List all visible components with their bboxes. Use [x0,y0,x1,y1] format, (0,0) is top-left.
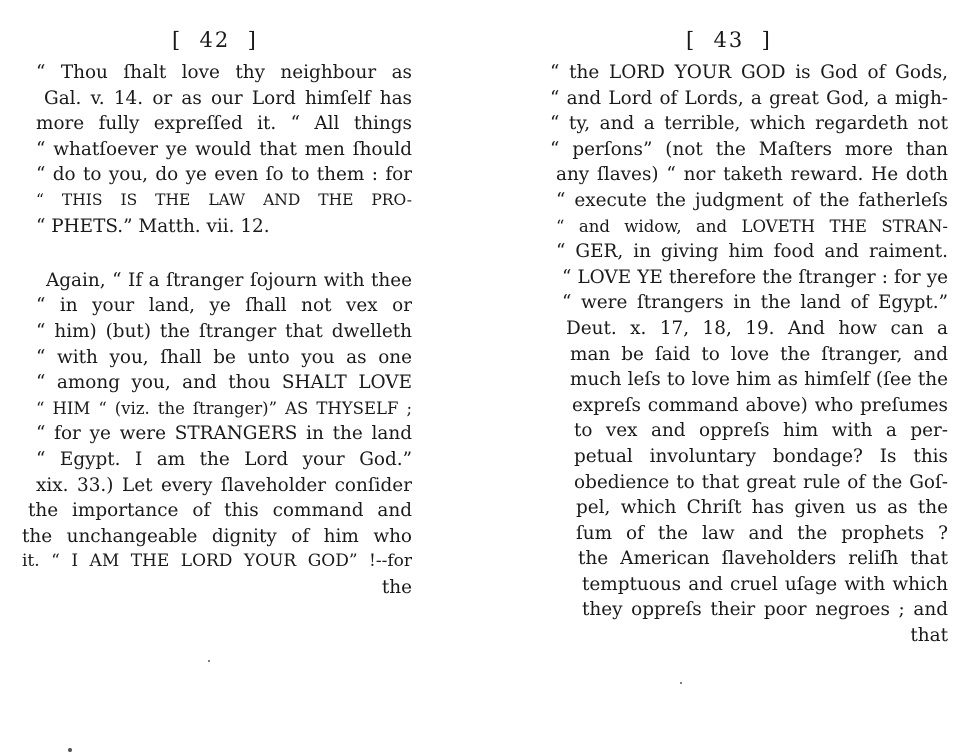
text-line: petual involuntary bondage? Is this [574,445,948,467]
text-line: the importance of this command and [28,500,412,522]
scan-speck [680,682,682,684]
text-line: they oppreſs their poor negroes ; and [582,599,948,621]
text-line: to vex and oppreſs him with a per- [574,420,948,442]
text-line: the American ſlaveholders reliſh that [578,548,948,570]
text-line: Gal. v. 14. or as our Lord himſelf has [44,87,412,109]
text-line: any ſlaves) “ nor taketh reward. He doth [556,164,948,186]
text-line: “ whatſoever ye would that men ſhould [36,138,412,160]
text-line: “ Egypt. I am the Lord your God.” [36,448,412,470]
text-line: “ Thou ſhalt love thy neighbour as [36,62,412,83]
text-line: temptuous and cruel uſage with which [582,573,948,595]
left-page-text [14,60,412,600]
text-line: “ the LORD YOUR GOD is God of Gods, [550,62,948,83]
page-number-right: [ 43 ] [686,28,772,52]
text-line: “ HIM “ (viz. the ſtranger)” AS THYSELF ; [36,398,412,418]
text-line: “ among you, and thou SHALT LOVE [36,372,412,394]
text-line: the unchangeable dignity of him who [22,525,412,547]
catchword-right: that [910,625,948,647]
text-line: obedience to that great rule of the Goſ- [574,471,948,493]
text-line: “ in your land, ye ſhall not vex or [36,295,412,317]
catchword-left: the [381,576,412,598]
text-line: “ GER, in giving him food and raiment. [556,241,948,263]
text-line: “ perſons” (not the Maſters more than [550,138,948,160]
left-page [14,0,454,752]
text-line: Again, “ If a ſtranger ſojourn with thee [46,269,412,291]
text-line: “ LOVE YE therefore the ſtranger : for ye [562,266,948,288]
scan-speck [208,660,210,662]
scan-speck [68,748,72,752]
text-line: much leſs to love him as himſelf (ſee the [570,369,948,391]
text-line: ſum of the law and the prophets ? [576,522,948,544]
text-line: “ for ye were STRANGERS in the land [36,423,412,445]
text-line: Deut. x. 17, 18, 19. And how can a [566,317,948,339]
text-line: expreſs command above) who preſumes [572,394,948,416]
text-line: more fully expreſſed it. “ All things [36,113,412,135]
text-line: “ THIS IS THE LAW AND THE PRO- [36,190,412,209]
right-page-text [536,60,948,649]
paragraph-gap [14,239,412,265]
text-line: “ were ſtrangers in the land of Egypt.” [562,292,948,314]
text-line: pel, which Chriſt has given us as the [576,497,948,519]
text-line: xix. 33.) Let every ſlaveholder conſider [36,474,412,496]
text-line: “ with you, ſhall be unto you as one [36,346,412,368]
text-line: “ him) (but) the ſtranger that dwelleth [36,320,412,342]
page-number-left: [ 42 ] [172,28,258,52]
text-line: “ do to you, do ye even ſo to them : for [36,164,412,186]
text-line: “ ty, and a terrible, which regardeth not [550,113,948,135]
text-line: “ PHETS.” Matth. vii. 12. [36,215,270,237]
right-page [536,0,976,752]
text-line: “ and Lord of Lords, a great God, a migh- [550,87,948,109]
text-line: “ execute the judgment of the fatherleſs [556,189,948,211]
text-line: it. “ I AM THE LORD YOUR GOD” !--for [22,551,412,572]
text-line: man be ſaid to love the ſtranger, and [570,343,948,365]
text-line: “ and widow, and LOVETH THE STRAN- [556,216,948,236]
